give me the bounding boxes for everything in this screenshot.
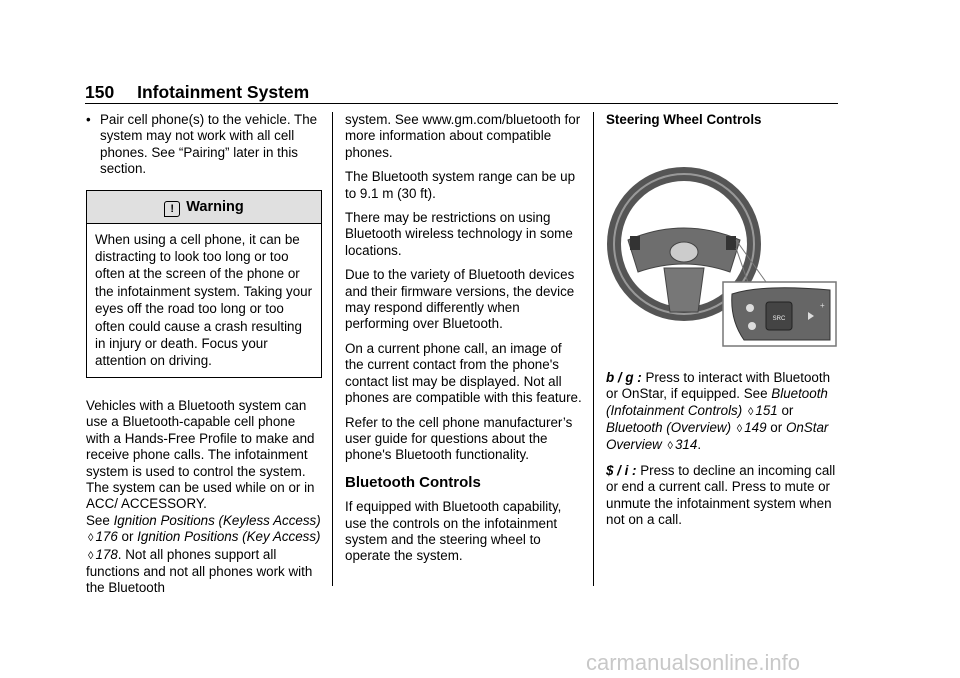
subsection-heading: Steering Wheel Controls [606, 112, 762, 127]
phone-icon: b / g : [606, 369, 642, 385]
control-closeup-icon [723, 282, 836, 346]
paragraph: If equipped with Bluetooth capability, use the controls on the infotainment system and the steering wheel to operate the system. [345, 499, 562, 564]
description-text: Press to interact with Bluetooth or OnStar, if equipped. See [606, 369, 831, 402]
description-text: Press to decline an incoming call or end a current call. Press to mute or unmute the infotainment system when not on a call. [606, 462, 836, 528]
bullet-text: Pair cell phone(s) to the vehicle. The system may not work with all cell phones. See “Pairing” later in this section. [100, 112, 318, 177]
period-text: . [697, 437, 702, 453]
svg-text:+: + [820, 301, 825, 311]
svg-text:SRC: SRC [772, 316, 786, 323]
bullet-item [86, 112, 322, 178]
page-header [85, 82, 309, 103]
cross-reference-link[interactable]: Bluetooth (Overview) [606, 420, 732, 436]
or-text: or [781, 402, 794, 418]
page-number: 150 [85, 82, 115, 102]
column-1 [86, 112, 322, 605]
page-ref[interactable]: 314 [674, 437, 698, 453]
or-text: or [770, 420, 783, 436]
warning-body: When using a cell phone, it can be distracting to look too long or too often at the screen of the phone or the infotainment system. Taking your eyes off the road too long or too often could cause a crash resulting in injury or death. Focus your attention on driving. [95, 231, 313, 369]
page-ref[interactable]: 151 [755, 402, 778, 418]
section-heading: Bluetooth Controls [345, 473, 481, 491]
or-text: or [121, 529, 134, 545]
column-divider [332, 112, 333, 586]
page-title: Infotainment System [137, 82, 310, 102]
cross-reference-link[interactable]: Ignition Positions (Key Access) [137, 529, 321, 545]
bullet-marker: • [86, 112, 91, 127]
paragraph: system. See www.gm.com/bluetooth for more information about compatible phones. [345, 112, 581, 160]
page-ref[interactable]: 176 [95, 529, 118, 545]
paragraph: On a current phone call, an image of the current contact from the phone's contact list may be displayed. Not all phones are compatible with this feature. [345, 340, 582, 406]
see-text: See [86, 512, 110, 528]
hang-up-icon: $ / i : [606, 462, 637, 478]
page-ref[interactable]: 149 [744, 420, 767, 436]
cross-reference-link[interactable]: Bluetooth (Infotainment Controls) [606, 386, 828, 418]
paragraph: There may be restrictions on using Bluetooth wireless technology in some locations. [345, 210, 573, 258]
paragraph: The Bluetooth system range can be up to 9.1 m (30 ft). [345, 169, 576, 201]
control-description [606, 463, 838, 529]
page-ref-icon: ◊ [88, 532, 94, 545]
header-rule [85, 103, 838, 104]
warning-box [86, 190, 322, 378]
paragraph: Due to the variety of Bluetooth devices and their firmware versions, the device may respond differently when performing over Bluetooth. [345, 267, 575, 332]
steering-wheel-figure [606, 144, 838, 349]
page-ref-icon: ◊ [667, 440, 673, 453]
page-ref[interactable]: 178 [95, 546, 118, 562]
column-divider [593, 112, 594, 586]
paragraph [86, 398, 322, 597]
column-3 [606, 112, 838, 536]
page-ref-icon: ◊ [736, 423, 743, 436]
paragraph-text: Vehicles with a Bluetooth system can use a Bluetooth-capable cell phone with a Hands-Free Profile to make and receive phone calls. The infotainment system is used to control the system. The system can be used while on or in ACC/ ACCESSORY. [86, 397, 315, 512]
column-2 [345, 112, 583, 573]
cross-reference-link[interactable]: Ignition Positions (Keyless Access) [113, 512, 321, 528]
warning-header [87, 191, 321, 224]
warning-icon: ! [164, 201, 180, 217]
paragraph: Refer to the cell phone manufacturer’s user guide for questions about the phone's Bluetooth functionality. [345, 414, 573, 463]
warning-title: Warning [186, 198, 244, 215]
control-description [606, 370, 838, 455]
page-ref-icon: ◊ [747, 405, 754, 418]
paragraph-text: . Not all phones support all functions and not all phones work with the Bluetooth [86, 546, 313, 596]
page-ref-icon: ◊ [88, 549, 94, 562]
watermark: carmanualsonline.info [586, 650, 801, 675]
cross-reference-link[interactable]: OnStar Overview [606, 420, 829, 453]
